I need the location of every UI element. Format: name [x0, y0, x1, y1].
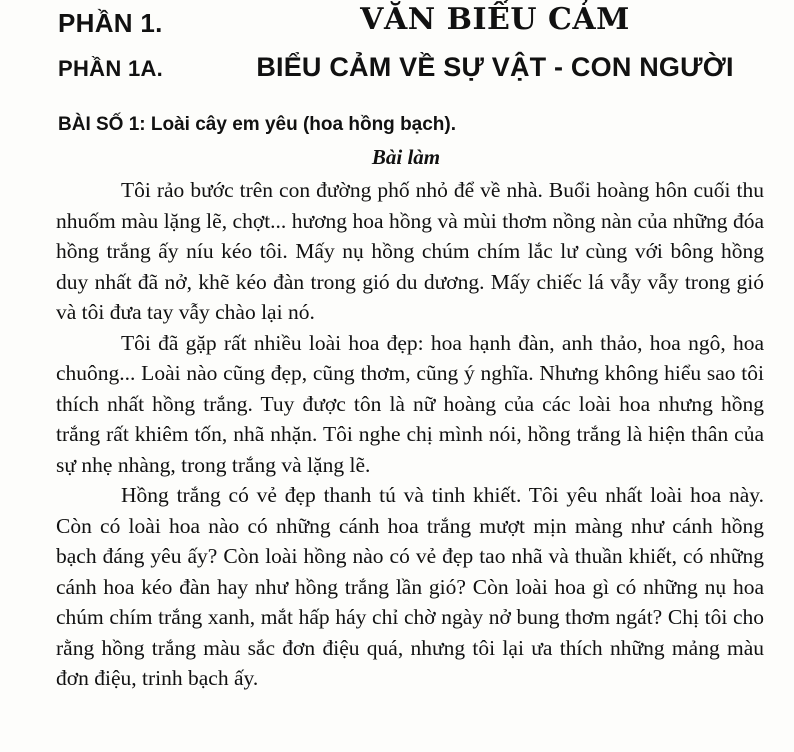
paragraph: Tôi rảo bước trên con đường phố nhỏ để về nhà. Buổi hoàng hôn cuối thu nhuốm màu lặng lẽ, chợt... hương hoa hồng và mùi thơm nồng nàn của những đóa hồng trắng ấy níu kéo tôi. Mấy nụ hồng chúm chím lắc lư cùng với bông hồng duy nhất đã nở, khẽ kéo đàn trong gió du dương. Mấy chiếc lá vẫy vẫy trong gió và tôi đưa tay vẫy chào lại nó.	[56, 178, 764, 324]
essay-body	[56, 175, 764, 694]
part-label: PHẦN 1.	[58, 8, 163, 38]
subpart-label: PHẦN 1A.	[58, 56, 164, 81]
paragraph: Hồng trắng có vẻ đẹp thanh tú và tinh khiết. Tôi yêu nhất loài hoa này. Còn có loài hoa nào có những cánh hoa trắng mượt mịn màng như cánh hồng bạch đáng yêu ấy? Còn loài hồng nào có vẻ đẹp tao nhã và thuần khiết, có những cánh hoa kéo đàn hay như hồng trắng lần gió? Còn loài hoa gì có những nụ hoa chúm chím trắng xanh, mắt hấp háy chỉ chờ ngày nở bung thơm ngát? Chị tôi cho rằng hồng trắng màu sắc đơn điệu quá, nhưng tôi lại ưa thích những mảng màu đơn điệu, trinh bạch ấy.	[56, 483, 764, 690]
part-title: VĂN BIỂU CẢM	[360, 2, 630, 37]
essay-heading: BÀI SỐ 1: Loài cây em yêu (hoa hồng bạch).	[58, 114, 457, 135]
paragraph: Tôi đã gặp rất nhiều loài hoa đẹp: hoa hạnh đàn, anh thảo, hoa ngô, hoa chuông... Loài nào cũng đẹp, cũng thơm, cũng ý nghĩa. Nhưng không hiểu sao tôi thích nhất hồng trắng. Tuy được tôn là nữ hoàng của các loài hoa nhưng hồng trắng rất khiêm tốn, nhã nhặn. Tôi nghe chị mình nói, hồng trắng là hiện thân của sự nhẹ nhàng, trong trắng và lặng lẽ.	[56, 330, 764, 477]
subpart-title: BIỂU CẢM VỀ SỰ VẬT - CON NGƯỜI	[256, 52, 734, 82]
essay-label: Bài làm	[371, 145, 441, 169]
